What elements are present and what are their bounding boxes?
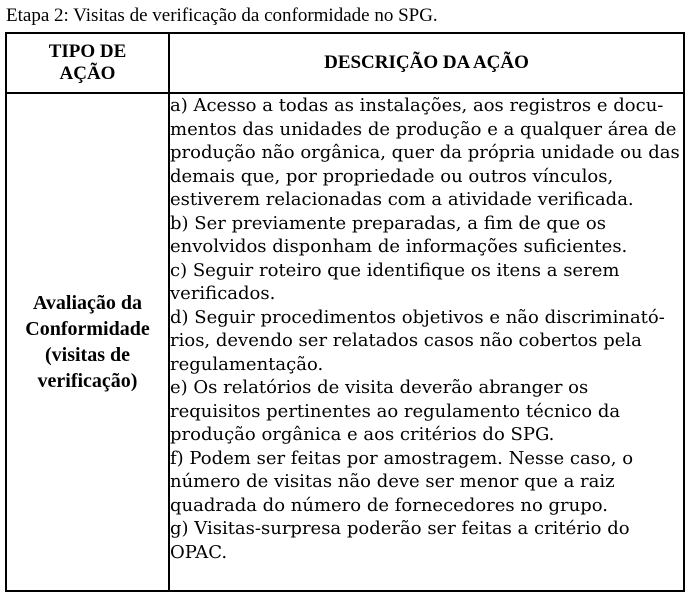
header-action-description: DESCRIÇÃO DA AÇÃO	[169, 33, 684, 93]
description-line: demais que, por propriedade ou outros vínculos,	[170, 165, 614, 187]
description-line: envolvidos disponham de informações suficientes.	[170, 236, 628, 257]
description-line: regulamentação.	[170, 353, 324, 375]
description-item-g	[170, 517, 683, 564]
description-line: requisitos pertinentes ao regulamento técnico da	[170, 400, 621, 422]
table-row	[6, 93, 684, 591]
description-line: quadrada do número de fornecedores no grupo.	[170, 494, 609, 516]
description-line: b) Ser previamente preparadas, a fim de que os	[170, 212, 606, 234]
description-item-a	[170, 94, 683, 212]
description-line: d) Seguir procedimentos objetivos e não discriminató-	[170, 306, 665, 328]
action-type-line: Avaliação da	[32, 292, 143, 314]
description-line: OPAC.	[170, 541, 228, 563]
description-line: e) Os relatórios de visita deverão abranger os	[170, 377, 589, 398]
description-line: f) Podem ser feitas por amostragem. Nesse caso, o	[170, 447, 634, 469]
description-item-b	[170, 212, 683, 259]
description-line: mentos das unidades de produção e a qualquer área de	[170, 118, 677, 140]
description-line: produção não orgânica, quer da própria unidade ou das	[170, 142, 680, 163]
description-line: número de visitas não deve ser menor que a raiz	[170, 471, 615, 492]
description-item-e	[170, 376, 683, 447]
action-type-line: verificação)	[37, 370, 138, 392]
description-line: c) Seguir roteiro que identifique os itens a serem	[170, 259, 620, 281]
action-type-cell	[6, 93, 169, 591]
action-type-line: Conformidade	[25, 318, 150, 340]
description-item-c	[170, 259, 683, 306]
description-line: a) Acesso a todas as instalações, aos registros e docu-	[170, 95, 664, 116]
header-action-type-line: AÇÃO	[59, 63, 116, 84]
action-type-line: (visitas de	[45, 344, 130, 366]
description-line: g) Visitas-surpresa poderão ser feitas a critério do	[170, 518, 630, 539]
description-item-d	[170, 306, 683, 377]
description-line: verificados.	[170, 283, 276, 304]
header-action-type-line: TIPO DE	[48, 41, 127, 62]
description-line: rios, devendo ser relatados casos não cobertos pela	[170, 330, 642, 351]
table-caption: Etapa 2: Visitas de verificação da conformidade no SPG.	[6, 5, 438, 26]
description-item-f	[170, 447, 683, 518]
table-header-row	[6, 33, 684, 93]
action-description-cell	[169, 93, 684, 591]
header-action-type	[6, 33, 169, 93]
action-table	[5, 32, 685, 592]
description-line: estiverem relacionadas com a atividade verificada.	[170, 189, 634, 210]
description-line: produção orgânica e aos critérios do SPG.	[170, 424, 555, 445]
